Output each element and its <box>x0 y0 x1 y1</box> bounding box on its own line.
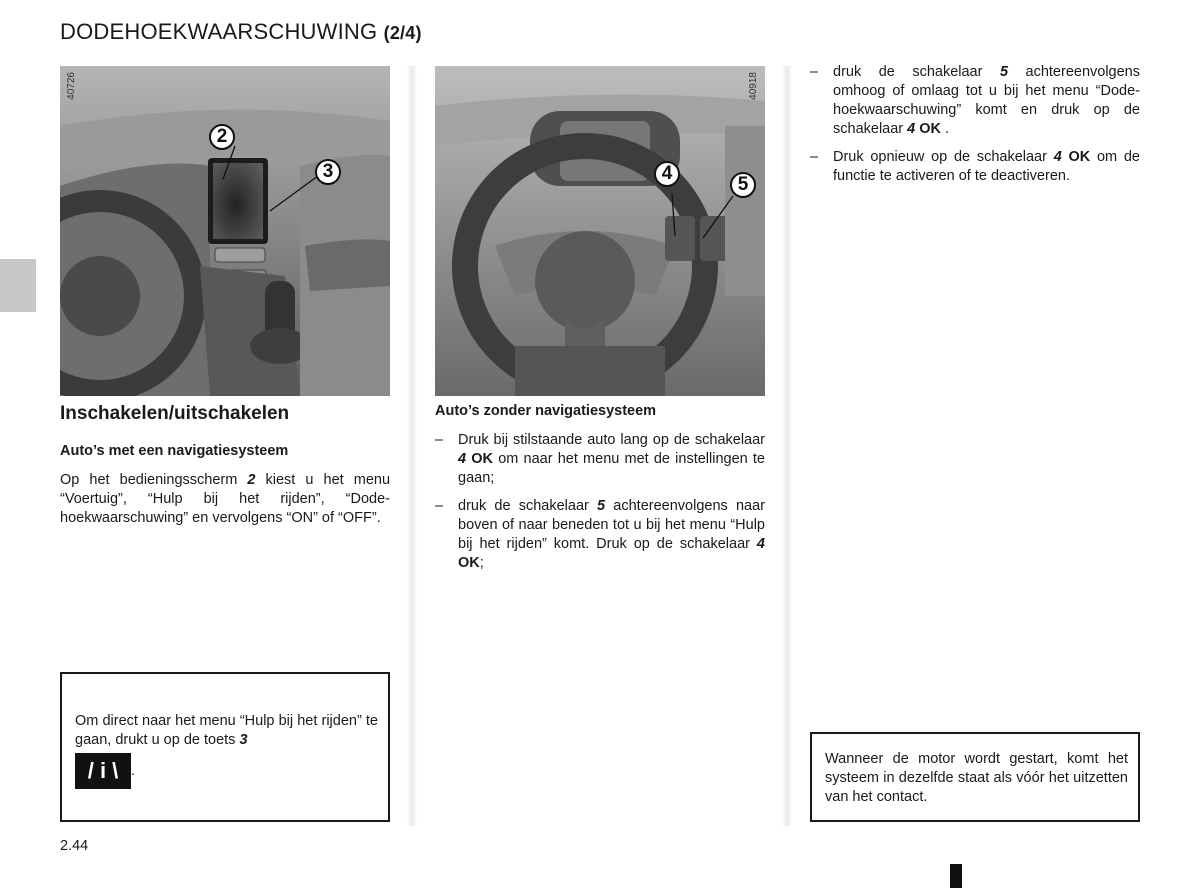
page-edge-marker <box>950 864 962 888</box>
list-text: . <box>941 121 950 137</box>
list-text: achtereenvolgens naar boven of naar beneden tot u bij het menu “Hulp bij het rijden” komt. Druk op de schakelaar <box>458 498 765 552</box>
column-divider-left <box>407 66 417 826</box>
note-box-right <box>810 732 1140 822</box>
dashboard-photo <box>60 66 390 396</box>
ref-number: 5 <box>999 64 1009 80</box>
callout-3: 3 <box>315 159 341 185</box>
ref-number: 4 <box>458 451 467 467</box>
steps-list-right <box>810 63 1140 195</box>
ok-label: OK <box>915 121 942 137</box>
list-text: om naar het menu met de instellingen te gaan; <box>458 451 766 486</box>
ok-label: OK <box>458 555 480 571</box>
note-text: Wanneer de motor wordt gestart, komt het systeem in dezelfde staat als vóór het uitzetten van het contact. <box>825 751 1128 805</box>
road-lane-warning-icon: / i \ <box>75 753 131 789</box>
note-box-left <box>60 672 390 822</box>
steering-wheel-illustration <box>435 66 765 396</box>
list-item <box>435 497 765 573</box>
ref-number: 3 <box>239 732 248 748</box>
column-divider-right <box>782 66 792 826</box>
list-item <box>810 148 1140 186</box>
image-code-middle: 40918 <box>748 72 759 100</box>
ref-number: 4 <box>907 121 916 137</box>
note-text-part: Om direct naar het menu “Hulp bij het rijden” te gaan, drukt u op de toets <box>75 713 378 748</box>
callout-5: 5 <box>730 172 756 198</box>
list-text: Druk bij stilstaande auto lang op de schakelaar <box>458 432 765 448</box>
list-text: ; <box>479 555 484 571</box>
callout-2: 2 <box>209 124 235 150</box>
subheading-with-nav: Auto’s met een navigatiesysteem <box>60 443 289 459</box>
list-item <box>810 63 1140 139</box>
page-title-part: (2/4) <box>383 23 422 43</box>
ref-number: 4 <box>1053 149 1062 165</box>
page-number: 2.44 <box>60 838 89 854</box>
ref-number: 5 <box>597 498 606 514</box>
ref-number: 4 <box>756 536 765 552</box>
list-dash: – <box>810 149 819 165</box>
note-icon-line <box>75 753 378 789</box>
list-text: druk de schakelaar <box>833 64 1000 80</box>
ref-number: 2 <box>247 472 256 488</box>
ok-label: OK <box>1061 149 1091 165</box>
note-text <box>75 712 378 789</box>
paragraph-text: Op het bedieningsscherm <box>60 472 248 488</box>
note-text-part: . <box>131 762 136 779</box>
list-item <box>435 431 765 488</box>
paragraph-text: kiest u het menu “Voertuig”, “Hulp bij het rijden”, “Dode-hoekwaarschuwing” en vervolgens “ON” of “OFF”. <box>60 472 391 526</box>
steering-wheel-photo <box>435 66 765 396</box>
ok-label: OK <box>466 451 494 467</box>
page-title <box>60 19 422 45</box>
dashboard-illustration <box>60 66 390 396</box>
list-dash: – <box>435 498 444 514</box>
page-title-main: DODEHOEKWAARSCHUWING <box>60 19 378 44</box>
list-text: om de functie te activeren of te deactiveren. <box>833 149 1140 184</box>
callout-4: 4 <box>654 161 680 187</box>
list-dash: – <box>810 64 819 80</box>
steps-list-middle <box>435 431 765 582</box>
list-text: Druk opnieuw op de schakelaar <box>833 149 1054 165</box>
list-dash: – <box>435 432 444 448</box>
paragraph-with-nav <box>60 471 390 528</box>
image-code-left: 40726 <box>66 72 77 100</box>
section-tab-marker <box>0 259 36 312</box>
list-text: achtereenvolgens omhoog of omlaag tot u bij het menu “Dode-hoekwaarschuwing” komt en druk op de schakelaar <box>833 64 1140 137</box>
subheading-without-nav: Auto’s zonder navigatiesysteem <box>435 403 657 419</box>
list-text: druk de schakelaar <box>458 498 598 514</box>
section-heading: Inschakelen/uitschakelen <box>60 403 290 424</box>
